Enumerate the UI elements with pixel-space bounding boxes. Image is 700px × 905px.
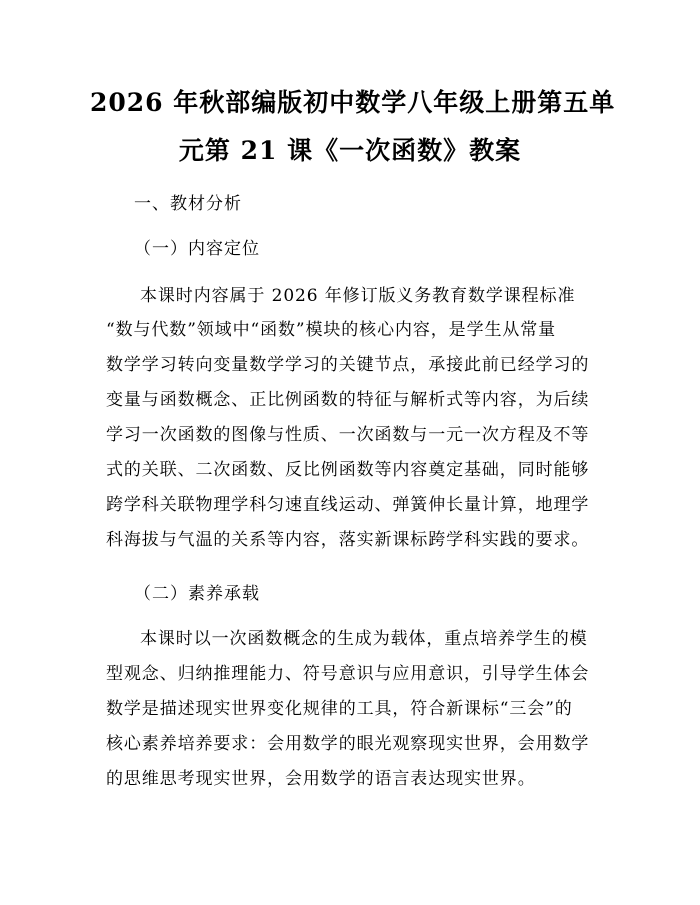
paragraph-line: 式的关联、二次函数、反比例函数等内容奠定基础，同时能够 bbox=[106, 460, 590, 480]
paragraph-line: “数与代数”领域中“函数”模块的核心内容，是学生从常量 bbox=[106, 320, 557, 340]
subsection-heading-literacy-bearing: （二）素养承载 bbox=[134, 584, 260, 604]
paragraph-line: 本课时以一次函数概念的生成为载体，重点培养学生的模 bbox=[140, 629, 588, 649]
paragraph-line: 学习一次函数的图像与性质、一次函数与一元一次方程及不等 bbox=[106, 425, 590, 445]
paragraph-line: 数学学习转向变量数学学习的关键节点，承接此前已经学习的 bbox=[106, 355, 590, 375]
section-heading-teaching-material-analysis: 一、教材分析 bbox=[134, 194, 242, 214]
paragraph-line: 本课时内容属于 2026 年修订版义务教育数学课程标准 bbox=[140, 286, 576, 306]
subsection-heading-content-positioning: （一）内容定位 bbox=[134, 239, 260, 259]
paragraph-line: 的思维思考现实世界，会用数学的语言表达现实世界。 bbox=[106, 769, 536, 789]
document-title-line-2: 元第 21 课《一次函数》教案 bbox=[178, 136, 522, 165]
document-title-line-1: 2026 年秋部编版初中数学八年级上册第五单 bbox=[90, 88, 616, 117]
paragraph-line: 科海拔与气温的关系等内容，落实新课标跨学科实践的要求。 bbox=[106, 530, 590, 550]
paragraph-line: 数学是描述现实世界变化规律的工具，符合新课标“三会”的 bbox=[106, 699, 573, 719]
paragraph-line: 核心素养培养要求：会用数学的眼光观察现实世界，会用数学 bbox=[106, 734, 590, 754]
paragraph-line: 型观念、归纳推理能力、符号意识与应用意识，引导学生体会 bbox=[106, 664, 590, 684]
paragraph-line: 变量与函数概念、正比例函数的特征与解析式等内容，为后续 bbox=[106, 390, 590, 410]
paragraph-line: 跨学科关联物理学科匀速直线运动、弹簧伸长量计算，地理学 bbox=[106, 495, 590, 515]
